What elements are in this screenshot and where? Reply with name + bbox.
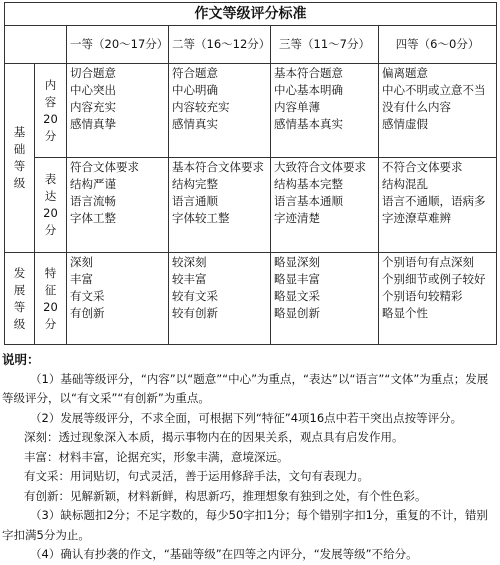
content-cell-grade2: 符合题意 中心明确 内容较充实 感情真实: [169, 64, 271, 158]
expression-cell-grade3: 大致符合文体要求 结构基本完整 语言基本通顺 字迹清楚: [271, 158, 379, 253]
feature-cell-grade1: 深刻 丰富 有文采 有创新: [67, 253, 169, 345]
expression-cell-grade2: 基本符合文体要求 结构完整 语言通顺 字体较工整: [169, 158, 271, 253]
note-item: （1）基础等级评分，“内容”以“题意”“中心”为重点，“表达”以“语言”“文体”为重点；发展等级评分，以“有文采”“有创新”为重点。: [2, 371, 489, 405]
feature-label: 特 征 20 分: [35, 253, 67, 345]
note-item: （4）确认有抄袭的作文，“基础等级”在四等之内评分，“发展等级”不给分。: [30, 547, 418, 561]
corner-cell: [5, 26, 67, 64]
note-item: 丰富：材料丰富，论据充实，形象丰满，意境深远。: [24, 449, 289, 464]
note-item: （2）发展等级评分，不求全面，可根据下列“特征”4项16点中若干突出点按等评分。: [30, 410, 463, 425]
development-level-label: 发 展 等 级: [5, 253, 35, 345]
expression-cell-grade1: 符合文体要求 结构严谨 语言流畅 字体工整: [67, 158, 169, 253]
content-cell-grade3: 基本符合题意 中心基本明确 内容单薄 感情基本真实: [271, 64, 379, 158]
feature-cell-grade2: 较深刻 较丰富 较有文采 较有创新: [169, 253, 271, 345]
note-item: 有文采：用词贴切，句式灵活，善于运用修辞手法，文句有表现力。: [24, 469, 369, 483]
rubric-table: [4, 2, 497, 345]
grade-header: 二等（16～12分）: [169, 26, 271, 64]
expression-cell-grade4: 不符合文体要求 结构混乱 语言不通顺，语病多 字迹潦草难辨: [379, 158, 497, 253]
notes-heading: 说明：: [2, 352, 40, 367]
expression-label: 表 达 20 分: [35, 158, 67, 253]
basic-level-label: 基 础 等 级: [5, 64, 35, 253]
note-item: （3）缺标题扣2分；不足字数的，每少50字扣1分；每个错别字扣1分，重复的不计，错别字扣满5分为止。: [2, 508, 488, 542]
feature-cell-grade4: 个别语句有点深刻 个别细节或例子较好 个别语句较精彩 略显个性: [379, 253, 497, 345]
content-cell-grade4: 偏离题意 中心不明或立意不当 没有什么内容 感情虚假: [379, 64, 497, 158]
feature-cell-grade3: 略显深刻 略显丰富 略显文采 略显创新: [271, 253, 379, 345]
rubric-title: 作文等级评分标准: [5, 3, 497, 26]
content-label: 内 容 20 分: [35, 64, 67, 158]
grade-header: 四等（6～0分）: [379, 26, 497, 64]
grade-header: 三等（11～7分）: [271, 26, 379, 64]
content-cell-grade1: 切合题意 中心突出 内容充实 感情真挚: [67, 64, 169, 158]
note-item: 深刻：透过现象深入本质，揭示事物内在的因果关系，观点具有启发作用。: [24, 430, 404, 444]
note-item: 有创新：见解新颖，材料新鲜，构思新巧，推理想象有独到之处，有个性色彩。: [24, 488, 427, 503]
notes-section: [2, 350, 496, 565]
grade-header: 一等（20～17分）: [67, 26, 169, 64]
